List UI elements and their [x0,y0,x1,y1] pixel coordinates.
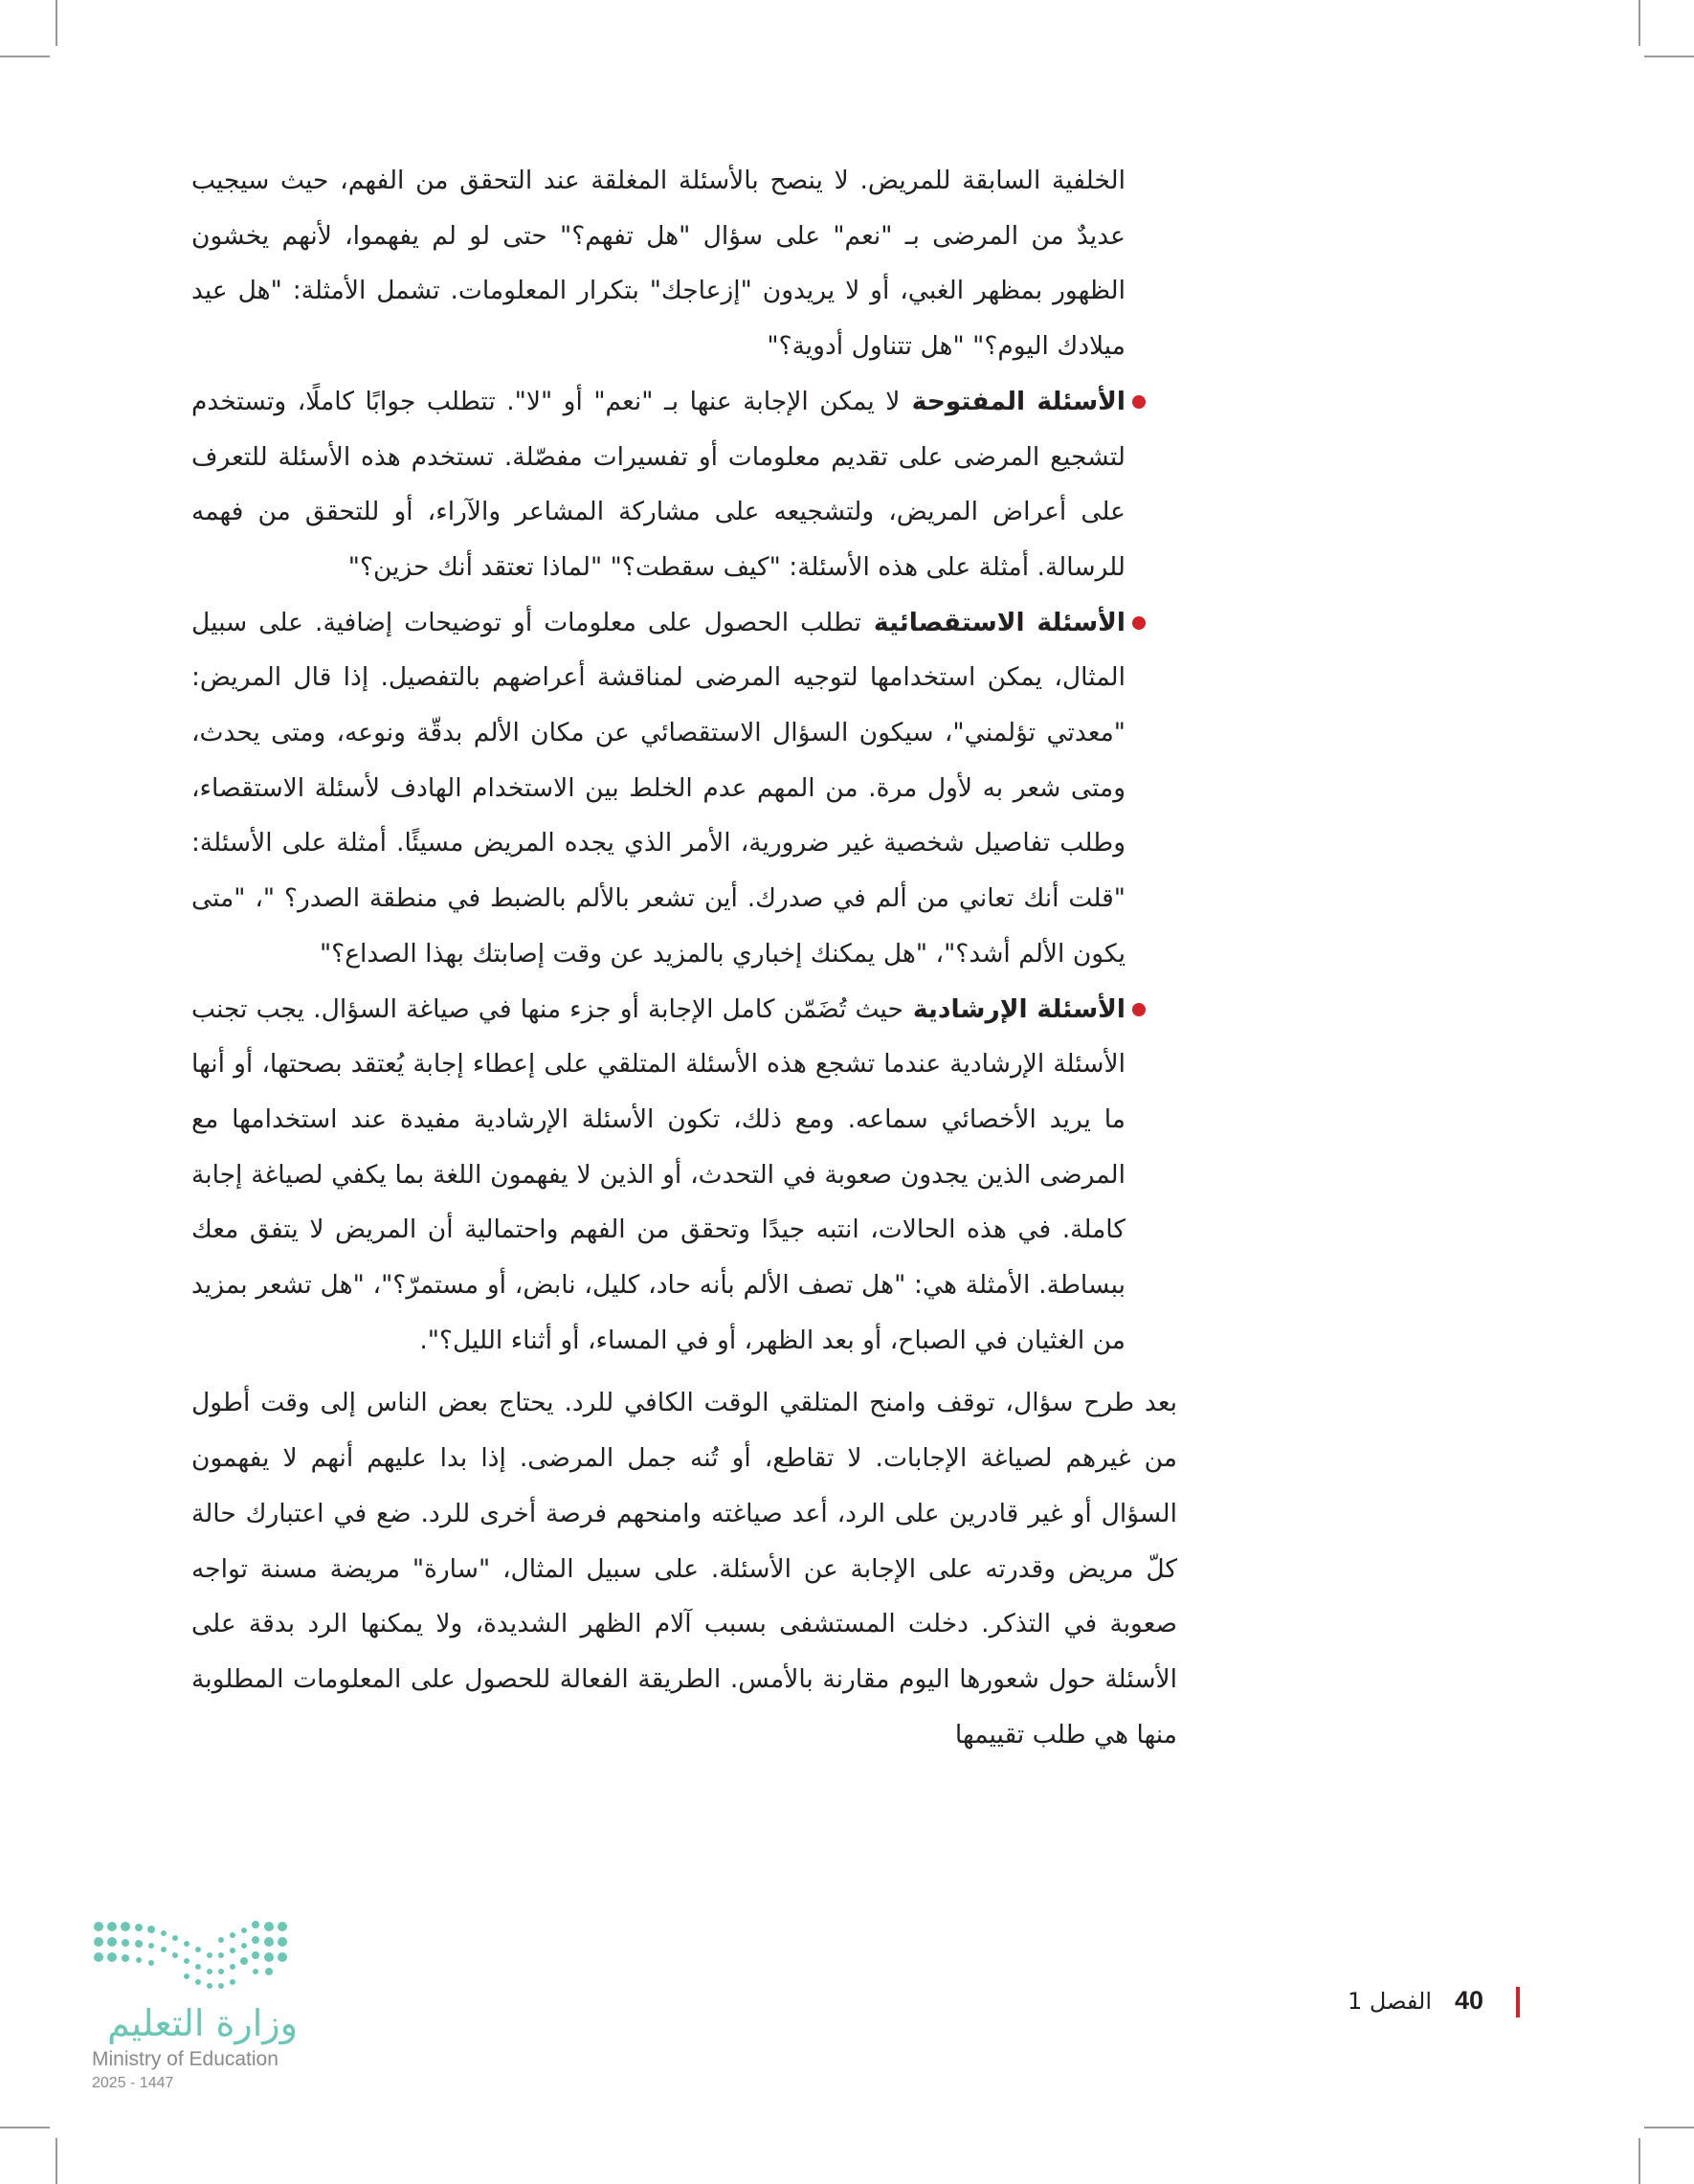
page-number: 40 [1455,1986,1484,2015]
chapter-label: الفصل 1 [1348,1988,1433,2015]
crop-mark [1638,0,1640,46]
ministry-name-english: Ministry of Education [92,2048,279,2070]
bullet-probing-questions [191,595,1126,982]
bullet-dot-icon [1132,1003,1146,1016]
bullet-dot-icon [1132,395,1146,409]
ministry-name-arabic: وزارة التعليم [107,2002,298,2044]
crop-mark [1638,2138,1640,2184]
intro-line: يفهموا، لأنهم يخشون الظهور بمظهر الغبي، أو لا يريدون "إزعاجك" بتكرار [191,220,1126,306]
edition-year: 2025 - 1447 [92,2075,174,2091]
crop-mark [56,0,57,46]
crop-mark [56,2138,57,2184]
bullet-leading-questions [191,982,1126,1369]
crop-mark [1644,56,1694,57]
crop-mark [0,2127,50,2128]
intro-line: المعلومات. تشمل الأمثلة: "هل عيد ميلادك اليوم؟" "هل تتناول أدوية؟" [191,276,1126,362]
intro-paragraph [191,153,1126,374]
bullet-text: تطلب الحصول على معلومات أو توضيحات إضافية. على سبيل المثال، يمكن استخدامها لتوجيه المرضى لمناقشة أعراضهم بالتفصيل. إذا قال المريض: "معدتي تؤلمني"، سيكون السؤال الاستقصائي عن مكان الألم بدقّة ونوعه، ومتى يحدث، ومتى شعر به لأول مرة. من المهم عدم الخلط بين الاستخدام الهادف لأسئلة الاستقصاء، وطلب تفاصيل شخصية غير ضرورية، الأمر الذي يجده المريض مسيئًا. أمثلة على الأسئلة: "قلت أنك تعاني من ألم في صدرك. أين تشعر بالألم بالضبط في منطقة الصدر؟ "، "متى يكون الألم أشد؟"، "هل يمكنك إخباري بالمزيد عن وقت إصابتك بهذا الصداع؟" [191,607,1126,969]
footer-accent-bar [1516,1987,1520,2017]
bullet-dot-icon [1132,616,1146,630]
bullet-term: الأسئلة الاستقصائية [861,607,1126,637]
bullet-text: لا يمكن الإجابة عنها بـ "نعم" أو "لا". تتطلب جوابًا كاملًا، وتستخدم لتشجيع المرضى على تقديم معلومات أو تفسيرات مفصّلة. تستخدم هذه الأسئلة للتعرف على أعراض المريض، ولتشجيعه على مشاركة المشاعر والآراء، أو للتحقق من فهمه للرسالة. أمثلة على هذه الأسئلة: "كيف سقطت؟" "لماذا تعتقد أنك حزين؟" [191,386,1126,582]
intro-line: حيث سيجيب عديدٌ من المرضى بـ "نعم" على سؤال "هل تفهم؟" حتى لو لم [191,166,1126,251]
ministry-logo-dots-icon [91,1919,301,1995]
closing-paragraph: بعد طرح سؤال، توقف وامنح المتلقي الوقت الكافي للرد. يحتاج بعض الناس إلى وقت أطول من غيرهم لصياغة الإجابات. لا تقاطع، أو تُنه جمل المرضى. إذا بدا عليهم أنهم لا يفهمون السؤال أو غير قادرين على الرد، أعد صياغته وامنحهم فرصة أخرى للرد. ضع في اعتبارك حالة كلّ مريض وقدرته على الإجابة عن الأسئلة. على سبيل المثال، "سارة" مريضة مسنة تواجه صعوبة في التذكر. دخلت المستشفى بسبب آلام الظهر الشديدة، ولا يمكنها الرد بدقة على الأسئلة حول شعورها اليوم مقارنة بالأمس. الطريقة الفعالة للحصول على المعلومات المطلوبة منها هي طلب تقييمها [191,1388,1177,1749]
bullet-term: الأسئلة الإرشادية [903,993,1126,1024]
intro-line: الخلفية السابقة للمريض. لا ينصح بالأسئلة المغلقة عند التحقق من الفهم، [328,166,1126,195]
bullet-text: حيث تُضَمّن كامل الإجابة أو جزء منها في صياغة السؤال. يجب تجنب الأسئلة الإرشادية عندما تشجع هذه الأسئلة المتلقي على إعطاء إجابة يُعتقد بصحتها، أو أنها ما يريد الأخصائي سماعه. ومع ذلك، تكون الأسئلة الإرشادية مفيدة عند استخدامها مع المرضى الذين يجدون صعوبة في التحدث، أو الذين لا يفهمون اللغة بما يكفي لصياغة إجابة كاملة. في هذه الحالات، انتبه جيدًا وتحقق من الفهم واحتمالية أن المريض لا يتفق معك ببساطة. الأمثلة هي: "هل تصف الألم بأنه حاد، كليل، نابض، أو مستمرّ؟"، "هل تشعر بمزيد من الغثيان في الصباح، أو بعد الظهر، أو في المساء، أو أثناء الليل؟". [191,993,1126,1355]
bullet-term: الأسئلة المفتوحة [900,386,1126,416]
page-body [191,153,1177,1762]
crop-mark [1644,2127,1694,2128]
crop-mark [0,56,50,57]
bullet-open-questions [191,374,1126,595]
